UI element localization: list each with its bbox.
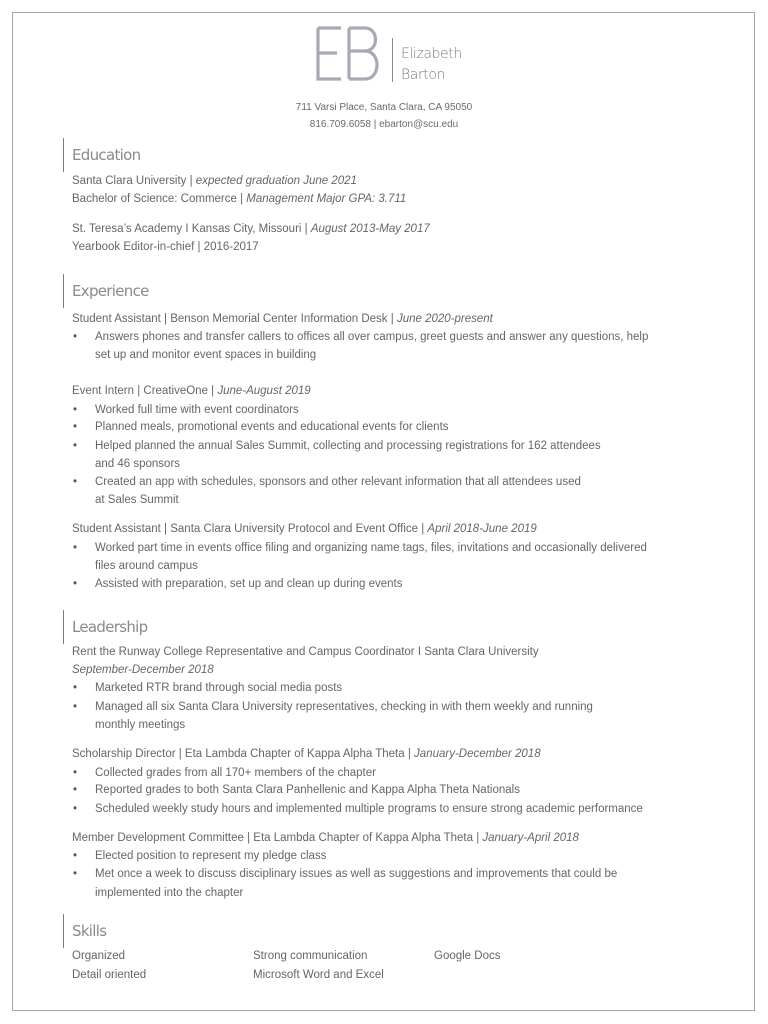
bullet-dot: •	[73, 578, 78, 590]
list-item: Managed all six Santa Clara University representatives, checking in with them weekly and running	[95, 701, 593, 713]
name-divider	[392, 38, 393, 82]
job-title: Event Intern | CreativeOne | June-August 2019	[72, 385, 311, 397]
bullet-dot: •	[73, 404, 78, 416]
list-item: Scheduled weekly study hours and implemented multiple programs to ensure strong academic performance	[95, 803, 643, 815]
section-title-skills: Skills	[63, 914, 106, 948]
bullet-dot: •	[73, 868, 78, 880]
skill-item: Detail oriented	[72, 969, 147, 981]
section-title-experience: Experience	[63, 274, 149, 308]
education-activity: Yearbook Editor-in-chief | 2016-2017	[72, 241, 259, 253]
phone-email: 816.709.6058 | ebarton@scu.edu	[309, 119, 459, 130]
section-title-leadership: Leadership	[63, 610, 147, 644]
bullet-dot: •	[73, 701, 78, 713]
list-item: Elected position to represent my pledge class	[95, 850, 327, 862]
list-item: Created an app with schedules, sponsors and other relevant information that all attendees used	[95, 476, 581, 488]
list-item: Answers phones and transfer callers to offices all over campus, greet guests and answer any questions, help	[95, 331, 649, 343]
list-item: Met once a week to discuss disciplinary issues as well as suggestions and improvements that could be	[95, 868, 618, 880]
skill-item: Strong communication	[253, 950, 368, 962]
list-item: monthly meetings	[95, 719, 186, 731]
education-school: Santa Clara University | expected graduation June 2021	[72, 175, 357, 187]
bullet-dot: •	[73, 850, 78, 862]
bullet-dot: •	[73, 784, 78, 796]
skill-item: Google Docs	[434, 950, 501, 962]
list-item: Collected grades from all 170+ members of the chapter	[95, 767, 376, 779]
list-item: Assisted with preparation, set up and clean up during events	[95, 578, 403, 590]
last-name: Barton	[401, 67, 446, 83]
bullet-dot: •	[73, 440, 78, 452]
bullet-dot: •	[73, 682, 78, 694]
education-highschool: St. Teresa’s Academy I Kansas City, Missouri | August 2013-May 2017	[72, 223, 430, 235]
role-title: Scholarship Director | Eta Lambda Chapter of Kappa Alpha Theta | January-December 2018	[72, 748, 541, 760]
job-title: Student Assistant | Santa Clara University Protocol and Event Office | April 2018-June 2019	[72, 523, 537, 535]
job-title: Student Assistant | Benson Memorial Center Information Desk | June 2020-present	[72, 313, 493, 325]
list-item: and 46 sponsors	[95, 458, 181, 470]
role-title: Member Development Committee | Eta Lambda Chapter of Kappa Alpha Theta | January-April 2018	[72, 832, 579, 844]
skill-item: Organized	[72, 950, 126, 962]
list-item: implemented into the chapter	[95, 887, 244, 899]
list-item: files around campus	[95, 560, 198, 572]
role-dates: September-December 2018	[72, 664, 214, 676]
bullet-dot: •	[73, 421, 78, 433]
bullet-dot: •	[73, 476, 78, 488]
first-name: Elizabeth	[401, 46, 462, 62]
list-item: Worked full time with event coordinators	[95, 404, 299, 416]
bullet-dot: •	[73, 542, 78, 554]
education-degree: Bachelor of Science: Commerce | Management Major GPA: 3.711	[72, 193, 407, 205]
list-item: Worked part time in events office filing and organizing name tags, files, invitations and occasionally delivered	[95, 542, 647, 554]
bullet-dot: •	[73, 767, 78, 779]
list-item: Planned meals, promotional events and educational events for clients	[95, 421, 449, 433]
list-item: Helped planned the annual Sales Summit, collecting and processing registrations for 162 attendees	[95, 440, 601, 452]
list-item: Marketed RTR brand through social media posts	[95, 682, 343, 694]
skill-item: Microsoft Word and Excel	[253, 969, 384, 981]
list-item: Reported grades to both Santa Clara Panhellenic and Kappa Alpha Theta Nationals	[95, 784, 520, 796]
address: 711 Varsi Place, Santa Clara, CA 95050	[295, 102, 473, 113]
list-item: at Sales Summit	[95, 494, 179, 506]
bullet-dot: •	[73, 803, 78, 815]
list-item: set up and monitor event spaces in building	[95, 349, 317, 361]
section-title-education: Education	[63, 138, 140, 172]
monogram-logo	[315, 22, 383, 84]
role-title: Rent the Runway College Representative and Campus Coordinator I Santa Clara University	[72, 646, 539, 658]
bullet-dot: •	[73, 331, 78, 343]
